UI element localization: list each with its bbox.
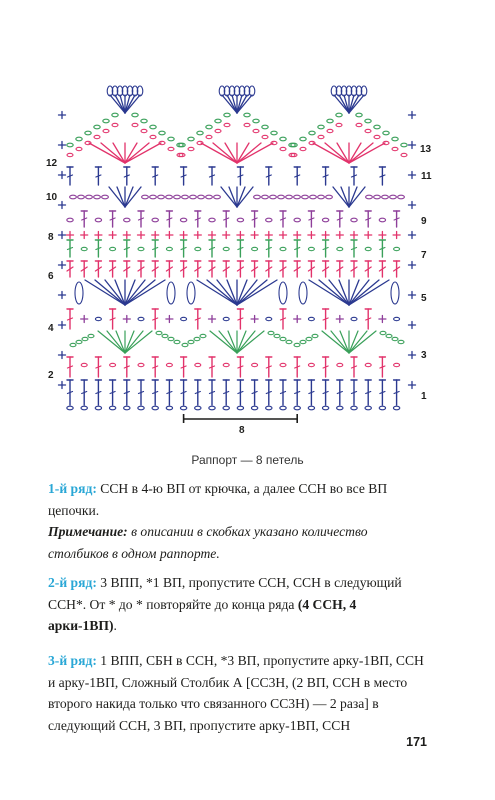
chain-stitch (286, 340, 292, 343)
chain-stitch (291, 153, 297, 156)
stitch-stroke (213, 143, 237, 163)
chain-stitch (300, 147, 306, 150)
repeat-count: 8 (239, 425, 245, 436)
stitch-stroke (217, 280, 237, 305)
chain-stitch (280, 406, 286, 410)
chain-stitch (262, 125, 268, 129)
chain-stitch (174, 340, 180, 343)
row-2-label: 2-й ряд: (48, 575, 97, 590)
chain-stitch (70, 195, 77, 199)
stitch-stroke (125, 280, 165, 305)
stitch-stroke (237, 280, 277, 305)
chain-stitch (188, 137, 194, 141)
row-2-end: . (113, 618, 117, 633)
chain-stitch (318, 135, 324, 138)
chain-stitch (181, 317, 187, 320)
chain-stitch (110, 247, 116, 250)
chain-stitch (209, 218, 215, 222)
chain-stitch (109, 406, 115, 410)
chain-stitch (386, 334, 392, 337)
chain-stitch (394, 317, 400, 320)
stitch-stroke (331, 331, 349, 353)
chain-stitch (194, 337, 200, 340)
chain-stitch (76, 147, 82, 150)
chain-stitch (88, 334, 94, 337)
chain-stitch (392, 137, 398, 141)
chain-stitch (351, 218, 357, 222)
chain-stitch (300, 340, 306, 343)
stitch-stroke (237, 187, 245, 207)
chain-stitch (81, 363, 87, 366)
chain-stitch (179, 143, 185, 147)
chain-stitch (266, 406, 272, 410)
chain-stitch (252, 363, 258, 366)
row-number-right: 5 (421, 293, 427, 304)
chain-stitch (166, 406, 172, 410)
chain-stitch (391, 282, 399, 304)
chain-stitch (76, 137, 82, 141)
chain-stitch (138, 406, 144, 410)
chain-stitch (162, 334, 168, 337)
stitch-stroke (125, 187, 133, 207)
chain-stitch (302, 195, 309, 199)
chain-stitch (94, 195, 101, 199)
chain-stitch (223, 406, 229, 410)
chain-stitch (294, 195, 301, 199)
chain-stitch (266, 218, 272, 222)
chain-stitch (322, 406, 328, 410)
chain-stitch (237, 218, 243, 222)
chain-stitch (152, 218, 158, 222)
chain-stitch (253, 119, 259, 123)
chain-stitch (398, 195, 405, 199)
chain-stitch (365, 363, 371, 366)
note-text: в описании в скобках указано количество столбиков в одном раппорте. (48, 524, 368, 561)
stitch-stroke (329, 280, 349, 305)
chain-stitch (94, 135, 100, 138)
chain-stitch (262, 135, 268, 138)
chain-stitch (138, 363, 144, 366)
chain-stitch (95, 317, 101, 320)
chain-stitch (159, 131, 165, 135)
chain-stitch (224, 123, 230, 126)
chain-stitch (374, 135, 380, 138)
row-number-right: 13 (420, 144, 432, 155)
chain-stitch (336, 113, 342, 117)
chain-stitch (251, 406, 257, 410)
row-1-label: 1-й ряд: (48, 481, 97, 496)
chain-stitch (110, 363, 116, 366)
stitch-stroke (101, 143, 125, 163)
page-number: 171 (406, 735, 427, 749)
chain-stitch (190, 195, 197, 199)
stitch-stroke (237, 331, 255, 353)
stitch-stroke (197, 280, 237, 305)
stitch-stroke (349, 187, 357, 207)
chain-stitch (280, 247, 286, 250)
chain-stitch (268, 331, 274, 334)
stitch-stroke (333, 187, 349, 207)
chain-stitch (168, 337, 174, 340)
row-number-left: 6 (48, 271, 54, 282)
chain-stitch (237, 406, 243, 410)
chain-stitch (85, 131, 91, 135)
chain-stitch (174, 195, 181, 199)
chain-stitch (142, 195, 149, 199)
chain-stitch (166, 363, 172, 366)
chain-stitch (81, 406, 87, 410)
row-3-paragraph (48, 650, 424, 736)
row-2-bold-text: (4 ССН, 4 арки-1ВП) (48, 596, 357, 633)
stitch-stroke (237, 280, 257, 305)
chain-stitch (141, 129, 147, 132)
chain-stitch (138, 247, 144, 250)
chain-stitch (215, 129, 221, 132)
chain-stitch (294, 218, 300, 222)
chain-stitch (224, 113, 230, 117)
chain-stitch (223, 317, 229, 320)
chain-stitch (152, 406, 158, 410)
chain-stitch (103, 119, 109, 123)
row-number-left: 2 (48, 370, 54, 381)
stitch-stroke (349, 280, 369, 305)
stitch-stroke (221, 187, 237, 207)
chain-stitch (327, 119, 333, 123)
chain-stitch (188, 147, 194, 150)
stitch-stroke (105, 280, 125, 305)
chain-stitch (382, 195, 389, 199)
stitch-stroke (227, 95, 237, 113)
row-number-right: 9 (421, 216, 427, 227)
chain-stitch (182, 343, 188, 346)
chain-stitch (279, 282, 287, 304)
chain-stitch (132, 123, 138, 126)
chain-stitch (168, 137, 174, 141)
chain-stitch (158, 195, 165, 199)
chain-stitch (337, 247, 343, 250)
chain-stitch (270, 195, 277, 199)
chain-stitch (166, 195, 173, 199)
chain-stitch (70, 343, 76, 346)
chain-stitch (280, 137, 286, 141)
chain-stitch (253, 129, 259, 132)
chain-stitch (308, 247, 314, 250)
chain-stitch (356, 123, 362, 126)
chain-stitch (309, 131, 315, 135)
stitch-stroke (237, 143, 261, 163)
chain-stitch (392, 147, 398, 150)
chain-stitch (180, 406, 186, 410)
chain-stitch (141, 119, 147, 123)
row-1-text: ССН в 4-ю ВП от крючка, а далее ССН во все ВП цепочки. (48, 481, 388, 518)
chain-stitch (67, 143, 73, 147)
chain-stitch (271, 131, 277, 135)
chain-stitch (81, 247, 87, 250)
chain-stitch (310, 195, 317, 199)
chain-stitch (182, 195, 189, 199)
chain-stitch (351, 317, 357, 320)
chain-stitch (244, 113, 250, 117)
row-number-right: 11 (421, 171, 432, 182)
chain-stitch (76, 340, 82, 343)
chain-stitch (322, 218, 328, 222)
chain-stitch (326, 195, 333, 199)
chain-stitch (336, 123, 342, 126)
chain-stitch (244, 123, 250, 126)
chain-stitch (209, 406, 215, 410)
chain-stitch (156, 331, 162, 334)
stitch-stroke (349, 143, 373, 163)
chain-stitch (365, 406, 371, 410)
stitch-stroke (237, 187, 253, 207)
chain-stitch (266, 317, 272, 320)
chain-stitch (374, 125, 380, 129)
chain-stitch (188, 340, 194, 343)
chain-stitch (95, 406, 101, 410)
chain-stitch (398, 340, 404, 343)
chain-stitch (383, 131, 389, 135)
chain-stitch (67, 218, 73, 222)
chain-stitch (82, 337, 88, 340)
chain-stitch (195, 363, 201, 366)
chain-stitch (401, 153, 407, 156)
chain-stitch (278, 195, 285, 199)
chain-stitch (337, 406, 343, 410)
chain-stitch (200, 334, 206, 337)
stitch-stroke (115, 95, 125, 113)
chain-stitch (394, 363, 400, 366)
stitch-stroke (117, 187, 125, 207)
row-number-right: 1 (421, 391, 427, 402)
chain-stitch (379, 406, 385, 410)
chain-stitch (124, 406, 130, 410)
chain-stitch (254, 195, 261, 199)
chain-stitch (365, 119, 371, 123)
chain-stitch (223, 363, 229, 366)
chain-stitch (308, 317, 314, 320)
chain-stitch (78, 195, 85, 199)
chain-stitch (138, 317, 144, 320)
stitch-stroke (125, 331, 143, 353)
chain-stitch (318, 125, 324, 129)
chain-stitch (274, 334, 280, 337)
chain-stitch (393, 406, 399, 410)
stitch-stroke (309, 280, 349, 305)
chain-stitch (195, 406, 201, 410)
chain-stitch (356, 113, 362, 117)
chain-stitch (75, 282, 83, 304)
row-1-paragraph (48, 478, 424, 564)
stitch-stroke (341, 187, 349, 207)
chain-stitch (112, 123, 118, 126)
chain-stitch (366, 195, 373, 199)
chain-stitch (280, 363, 286, 366)
chain-stitch (401, 143, 407, 147)
chain-stitch (308, 406, 314, 410)
stitch-stroke (125, 143, 149, 163)
chain-stitch (195, 247, 201, 250)
chain-stitch (365, 129, 371, 132)
stitch-stroke (349, 280, 389, 305)
chain-stitch (187, 282, 195, 304)
chain-stitch (351, 406, 357, 410)
row-3-label: 3-й ряд: (48, 653, 97, 668)
chain-stitch (312, 334, 318, 337)
chain-stitch (206, 135, 212, 138)
chain-stitch (365, 247, 371, 250)
chain-stitch (132, 113, 138, 117)
chain-stitch (167, 282, 175, 304)
chain-stitch (327, 129, 333, 132)
chain-stitch (291, 143, 297, 147)
chain-stitch (215, 119, 221, 123)
chain-stitch (197, 131, 203, 135)
stitch-stroke (125, 187, 141, 207)
chain-stitch (374, 195, 381, 199)
stitch-stroke (325, 143, 349, 163)
row-2-text: 3 ВПП, *1 ВП, пропустите ССН, ССН в следующий ССН*. От * до * повторяйте до конца ряда (48, 575, 402, 612)
chain-stitch (150, 135, 156, 138)
chain-stitch (318, 195, 325, 199)
chain-stitch (379, 218, 385, 222)
chain-stitch (112, 113, 118, 117)
chain-stitch (392, 337, 398, 340)
chain-stitch (179, 153, 185, 156)
chart-caption: Раппорт — 8 петель (191, 453, 304, 467)
row-number-left: 10 (46, 192, 58, 203)
row-number-left: 4 (48, 323, 54, 334)
stitch-stroke (125, 280, 145, 305)
chain-stitch (280, 337, 286, 340)
stitch-stroke (339, 95, 349, 113)
chain-stitch (180, 218, 186, 222)
row-number-left: 8 (48, 232, 54, 243)
row-2-paragraph (48, 572, 424, 637)
chain-stitch (299, 282, 307, 304)
chain-stitch (67, 153, 73, 156)
row-number-right: 3 (421, 350, 427, 361)
chain-stitch (252, 247, 258, 250)
stitch-stroke (349, 331, 367, 353)
chain-stitch (86, 195, 93, 199)
chain-stitch (223, 247, 229, 250)
chain-stitch (280, 147, 286, 150)
chain-stitch (380, 331, 386, 334)
chain-stitch (214, 195, 221, 199)
stitch-stroke (349, 187, 365, 207)
chain-stitch (308, 363, 314, 366)
chain-stitch (102, 195, 109, 199)
note-label: Примечание: (48, 524, 128, 539)
stitch-stroke (109, 187, 125, 207)
chain-stitch (394, 247, 400, 250)
chain-stitch (95, 218, 101, 222)
crochet-chart (40, 75, 460, 450)
chain-stitch (124, 218, 130, 222)
chain-stitch (206, 195, 213, 199)
chain-stitch (67, 406, 73, 410)
chain-stitch (94, 125, 100, 129)
crochet-diagram (40, 75, 460, 450)
chain-stitch (262, 195, 269, 199)
stitch-stroke (229, 187, 237, 207)
chain-stitch (168, 147, 174, 150)
row-3-text: 1 ВПП, СБН в ССН, *3 ВП, пропустите арку-1ВП, ССН и арку-1ВП, Сложный Столбик А [СС3Н, (2 ВП, ССН в место второго накида только что связанного СС3Н) — 2 раза] в следующий ССН, 3 ВП, пропустите арку-1ВП, ССН (48, 653, 424, 733)
chain-stitch (286, 195, 293, 199)
stitch-stroke (85, 280, 125, 305)
chain-stitch (300, 137, 306, 141)
chain-stitch (294, 406, 300, 410)
stitch-stroke (107, 331, 125, 353)
stitch-stroke (219, 331, 237, 353)
chain-stitch (206, 125, 212, 129)
chain-stitch (198, 195, 205, 199)
chain-stitch (306, 337, 312, 340)
chain-stitch (166, 247, 172, 250)
chain-stitch (103, 129, 109, 132)
chain-stitch (390, 195, 397, 199)
row-number-right: 7 (421, 250, 427, 261)
chain-stitch (150, 125, 156, 129)
chain-stitch (150, 195, 157, 199)
row-number-left: 12 (46, 158, 58, 169)
chain-stitch (337, 363, 343, 366)
chain-stitch (294, 343, 300, 346)
